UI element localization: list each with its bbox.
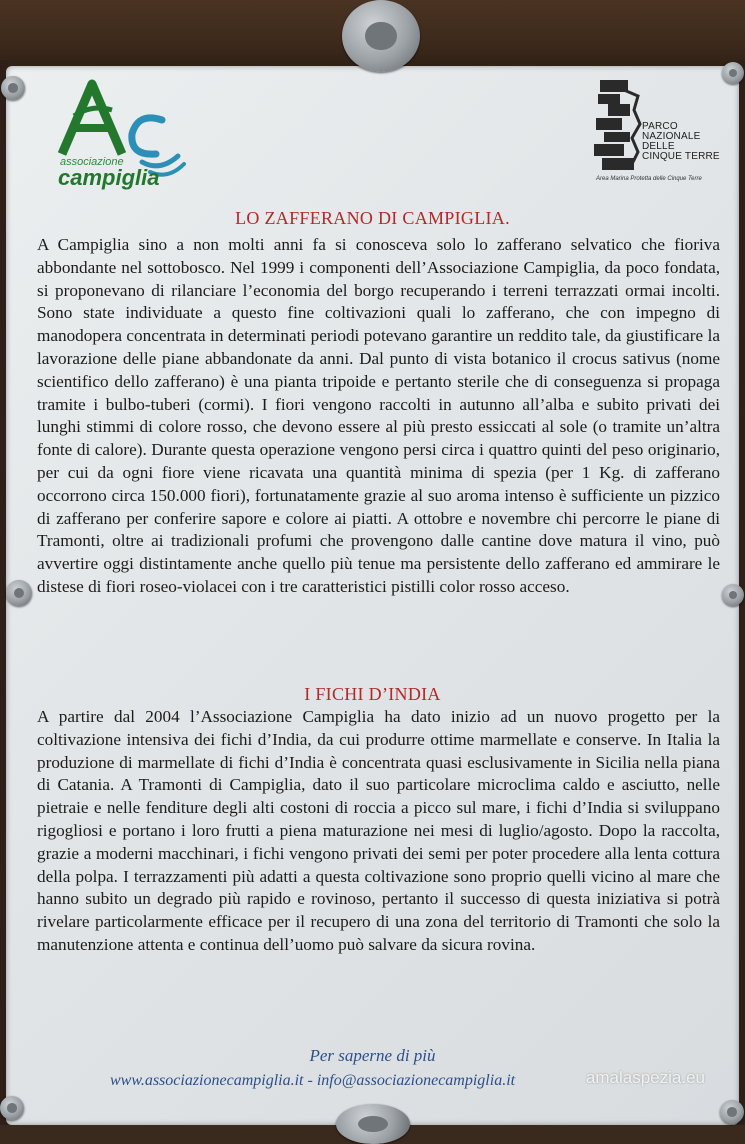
screw-icon bbox=[6, 580, 32, 606]
screw-icon bbox=[722, 584, 744, 606]
bottom-bolt-icon bbox=[336, 1104, 410, 1144]
park-name: PARCO NAZIONALE DELLE CINQUE TERRE bbox=[642, 121, 720, 162]
park-subtitle: Area Marina Protetta delle Cinque Terre bbox=[596, 176, 702, 182]
parco-cinque-terre-logo-icon bbox=[594, 80, 642, 172]
screw-icon bbox=[722, 62, 744, 84]
watermark: amalaspezia.eu bbox=[585, 1068, 705, 1087]
screw-icon bbox=[0, 1096, 24, 1120]
logo-name: campiglia bbox=[58, 165, 160, 190]
section-title-saffron: LO ZAFFERANO DI CAMPIGLIA. bbox=[235, 208, 510, 228]
screw-icon bbox=[1, 76, 25, 100]
footer-heading: Per saperne di più bbox=[309, 1046, 436, 1065]
screw-icon bbox=[720, 1100, 744, 1124]
logo-subtitle: associazione bbox=[60, 156, 124, 168]
footer-links: www.associazionecampiglia.it - info@associazionecampiglia.it bbox=[110, 1072, 516, 1089]
section-text-saffron: A Campiglia sino a non molti anni fa si conosceva solo lo zafferano selvatico che fioriva abbondante nel sottobosco. Nel 1999 i componenti dell’Associazione Campiglia, da poco fondata, si proponevano di rilanciare l’economia del borgo recuperando i terreni terrazzati ormai incolti. Sono state individuate a questo fine coltivazioni quali lo zafferano, che con impegno di manodopera concentrata in determinati periodi potevano garantire un reddito tale, da giustificare la lavorazione delle piane abbandonate da anni. Dal punto di vista botanico il crocus sativus (nome scientifico dello zafferano) è una pianta tripoide e pertanto sterile che di conseguenza si propaga tramite i bulbo-tuberi (cormi). I fiori vengono raccolti in autunno all’alba e subito privati dei lunghi stimmi di colore rosso, che devono essere al più presto essiccati al sole (o tramite un’altra fonte di calore). Durante questa operazione vengono persi circa i quattro quinti del peso originario, per cui da ogni fiore viene ricavata una quantità minima di spezia (per 1 Kg. di zafferano occorrono circa 150.000 fiori), fortunatamente grazie al suo aroma intenso è sufficiente un pizzico di zafferano per conferire sapore e colore ai piatti. A ottobre e novembre chi percorre le piane di Tramonti, oltre ai tradizionali profumi che provengono dalle cantine dove matura il vino, può avvertire oggi distintamente anche quello più tenue ma persistente dello zafferano ed ammirare le distese di fiori roseo-violacei con i tre caratteristici pistilli color rosso acceso. bbox=[37, 235, 720, 596]
top-bolt-icon bbox=[342, 0, 420, 72]
section-title-prickly-pear: I FICHI D’INDIA bbox=[304, 684, 441, 704]
section-text-prickly-pear: A partire dal 2004 l’Associazione Campiglia ha dato inizio ad un nuovo progetto per la coltivazione intensiva dei fichi d’India, da cui produrre ottime marmellate e conserve. In Italia la produzione di marmellate di fichi d’India è concentrata quasi esclusivamente in Sicilia nella piana di Catania. A Tramonti di Campiglia, dato il suo particolare microclima caldo e asciutto, nelle pietraie e nelle fenditure degli alti costoni di roccia a picco sul mare, i fichi d’India si sviluppano rigogliosi e portano i loro frutti a piena maturazione nei mesi di luglio/agosto. Dopo la raccolta, grazie a moderni macchinari, i fichi vengono privati dei semi per poter procedere alla lenta cottura della polpa. I terrazzamenti più adatti a questa coltivazione sono proprio quelli vicino al mare che hanno subito un degrado più rapido e rovinoso, pertanto il successo di questa iniziativa si potrà rivelare particolarmente efficace per il recupero di una zona del territorio di Tramonti che solo la manutenzione attenta e continua dell’uomo può salvare da sicura rovina. bbox=[37, 707, 720, 954]
